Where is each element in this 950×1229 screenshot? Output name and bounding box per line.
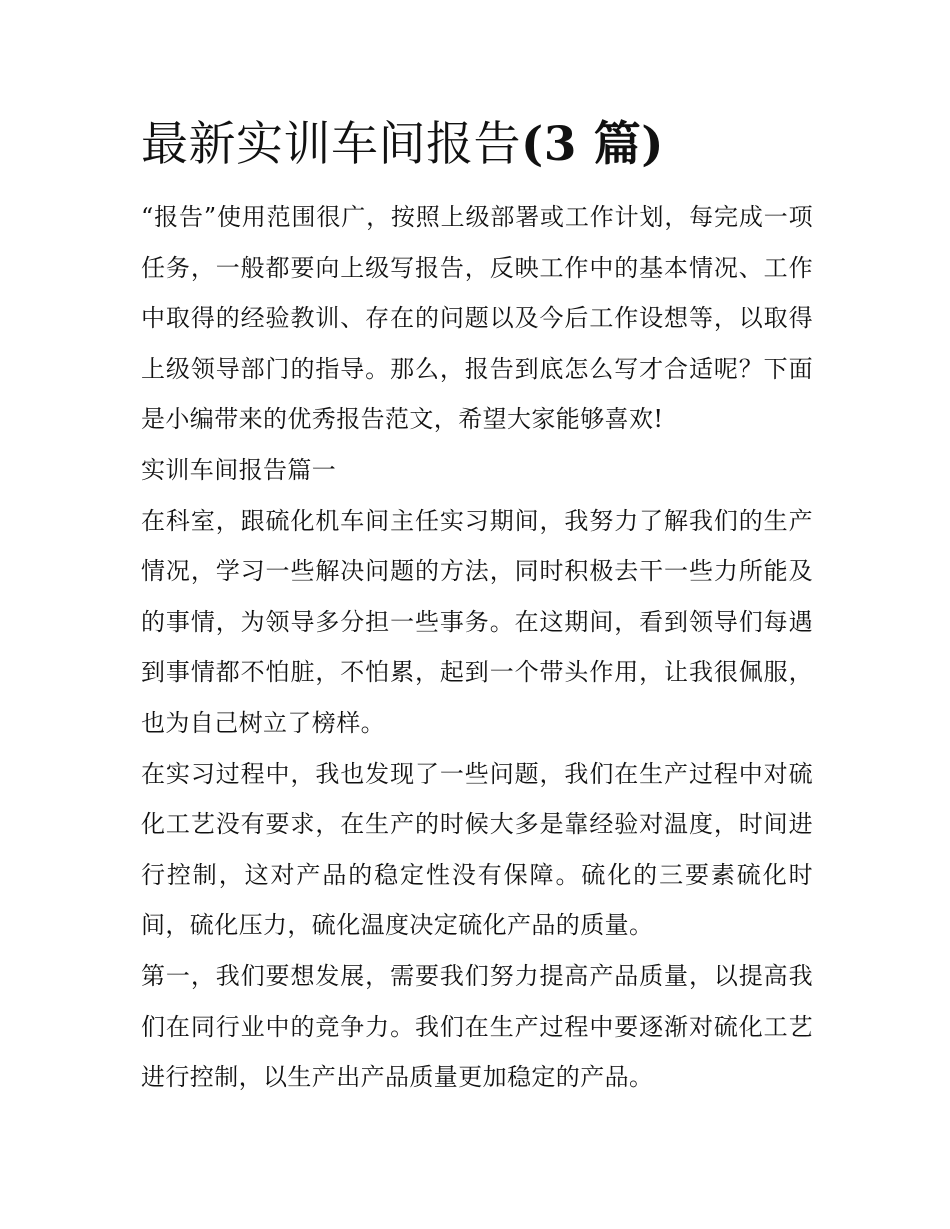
section-heading: 实训车间报告篇一 [141,455,337,484]
body-paragraph: 在实习过程中，我也发现了一些问题，我们在生产过程中对硫化工艺没有要求，在生产的时候大多是靠经验对温度，时间进行控制，这对产品的稳定性没有保障。硫化的三要素硫化时间，硫化压力，硫化温度决定硫化产品的质量。 [141,759,813,940]
document-page [141,112,813,1103]
body-paragraph: 第一，我们要想发展，需要我们努力提高产品质量，以提高我们在同行业中的竞争力。我们在生产过程中要逐渐对硫化工艺进行控制，以生产出产品质量更加稳定的产品。 [141,961,813,1092]
intro-paragraph: “报告”使用范围很广，按照上级部署或工作计划，每完成一项任务，一般都要向上级写报告，反映工作中的基本情况、工作中取得的经验教训、存在的问题以及今后工作设想等，以取得上级领导部门的指导。那么，报告到底怎么写才合适呢？下面是小编带来的优秀报告范文，希望大家能够喜欢! [141,203,813,434]
document-title-suffix: (3 篇) [521,117,665,172]
document-body [141,192,813,1103]
document-title-main: 最新实训车间报告 [141,117,521,172]
body-paragraph: 在科室，跟硫化机车间主任实习期间，我努力了解我们的生产情况，学习一些解决问题的方法，同时积极去干一些力所能及的事情，为领导多分担一些事务。在这期间，看到领导们每遇到事情都不怕脏，不怕累，起到一个带头作用，让我很佩服，也为自己树立了榜样。 [141,506,813,737]
document-title [141,112,813,178]
